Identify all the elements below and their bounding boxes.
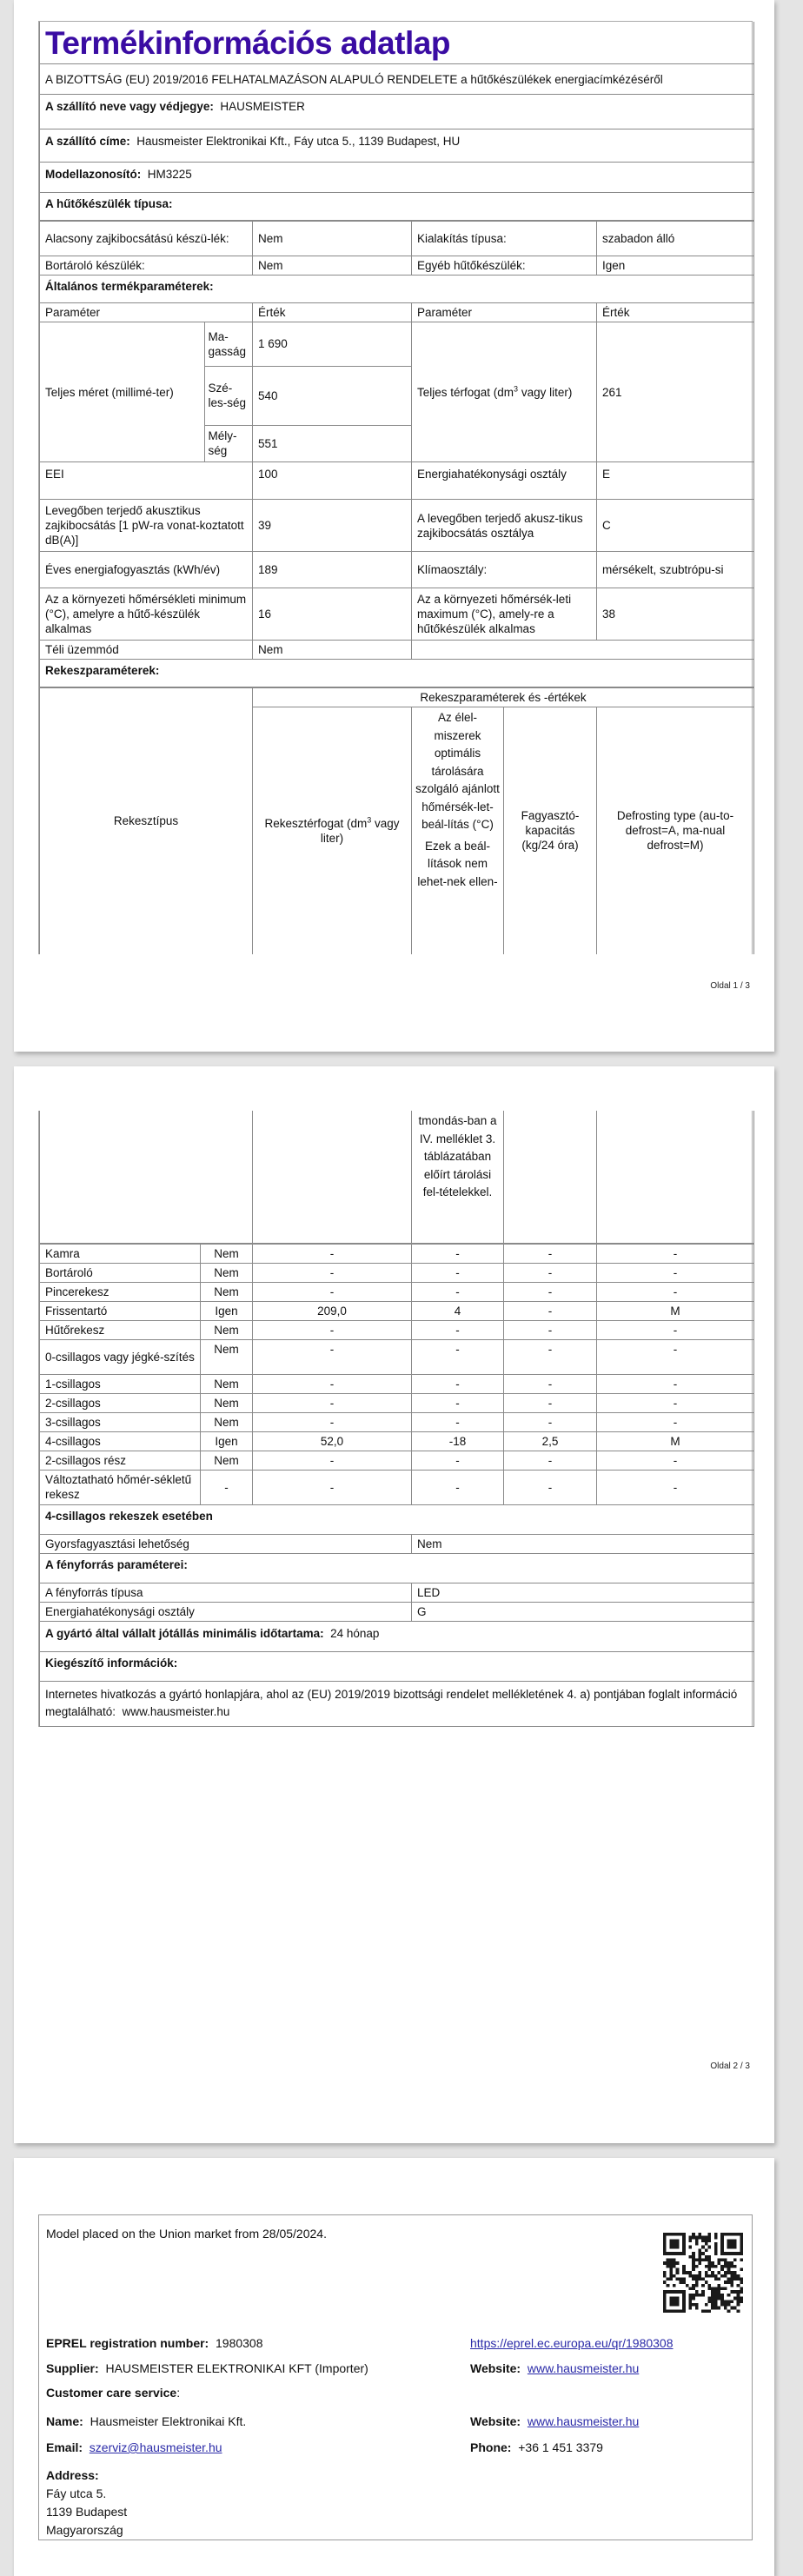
freezing-capacity-header: Fagyasztó-kapacitás (kg/24 óra)	[504, 707, 597, 954]
wine-value: Nem	[253, 256, 412, 276]
page-number-1: Oldal 1 / 3	[710, 981, 750, 991]
email-link[interactable]: szerviz@hausmeister.hu	[89, 2440, 222, 2454]
design-type-value: szabadon álló	[597, 222, 754, 256]
compartment-row	[40, 1320, 754, 1339]
compartment-type: 2-csillagos rész	[40, 1451, 201, 1470]
supplier-name-value: HAUSMEISTER	[220, 100, 305, 113]
other-value: Igen	[597, 256, 754, 276]
compartment-volume-cont	[253, 1111, 412, 1243]
low-noise-value: Nem	[253, 222, 412, 256]
compartment-row	[40, 1451, 754, 1470]
eprel-url-row	[470, 2335, 674, 2351]
recommended-temp-header	[412, 707, 504, 954]
light-heading: A fényforrás paraméterei:	[40, 1553, 754, 1583]
compartment-type: 3-csillagos	[40, 1412, 201, 1431]
compartment-group-header: Rekeszparaméterek és -értékek	[253, 688, 754, 707]
compartment-volume: -	[253, 1282, 412, 1301]
compartment-volume-b: vagy liter)	[320, 816, 400, 845]
website-link[interactable]: www.hausmeister.hu	[527, 2361, 640, 2375]
col-param-1: Paraméter	[40, 303, 253, 322]
compartment-type: 2-csillagos	[40, 1393, 201, 1412]
defrost-type-header: Defrosting type (au-to-defrost=A, ma-nual defrost=M)	[597, 707, 754, 954]
width-value: 540	[253, 366, 411, 425]
four-star-heading: 4-csillagos rekeszek esetében	[40, 1505, 754, 1535]
compartment-present: Nem	[201, 1451, 253, 1470]
additional-text: Internetes hivatkozás a gyártó honlapjára, ahol az (EU) 2019/2019 bizottsági rendelet mellékletének 4. a) pontjában foglalt információ megtalálható:	[45, 1687, 738, 1718]
compartment-row	[40, 1431, 754, 1451]
recommended-temp-part1: Az élel-miszerek optimális tárolására szolgáló ajánlott hőmérsék-let-beál-lítás (°C)	[415, 711, 500, 831]
website2-link[interactable]: www.hausmeister.hu	[527, 2414, 640, 2428]
page-title: Termékinformációs adatlap	[45, 25, 450, 61]
compartment-temp: -	[412, 1470, 504, 1504]
winter-label: Téli üzemmód	[40, 641, 253, 660]
light-class-label: Energiahatékonysági osztály	[40, 1602, 412, 1621]
additional-heading: Kiegészítő információk:	[40, 1651, 754, 1681]
guarantee-label: A gyártó által vállalt jótállás minimális időtartama:	[45, 1626, 324, 1640]
compartment-defrost: M	[597, 1431, 754, 1451]
compartment-type: 4-csillagos	[40, 1431, 201, 1451]
eprel-row	[46, 2335, 263, 2351]
dimensions-cell	[40, 322, 253, 462]
page-3	[14, 2158, 774, 2576]
guarantee-value: 24 hónap	[330, 1626, 380, 1640]
dimensions-label: Teljes méret (millimé-ter)	[40, 322, 204, 461]
winter-empty	[412, 641, 754, 660]
freezing-capacity-cont	[504, 1111, 597, 1243]
additional-url[interactable]: www.hausmeister.hu	[122, 1704, 230, 1718]
compartment-present: Igen	[201, 1431, 253, 1451]
compartment-row	[40, 1282, 754, 1301]
dimension-values-subtable	[253, 322, 411, 461]
compartment-temp: -	[412, 1393, 504, 1412]
compartment-volume-header	[253, 707, 412, 954]
compartment-defrost: -	[597, 1393, 754, 1412]
model-label: Modellazonosító:	[45, 168, 142, 181]
other-label: Egyéb hűtőkészülék:	[412, 256, 597, 276]
min-temp-label: Az a környezeti hőmérsékleti minimum (°C), amelyre a hűtő-készülék alkalmas	[40, 588, 253, 641]
compartment-freeze: -	[504, 1263, 597, 1282]
general-heading: Általános termékparaméterek:	[40, 276, 754, 303]
height-value: 1 690	[253, 322, 411, 366]
compartment-row	[40, 1244, 754, 1263]
max-temp-label: Az a környezeti hőmérsék-leti maximum (°C), amely-re a hűtőkészülék alkalmas	[412, 588, 597, 641]
light-type-label: A fényforrás típusa	[40, 1583, 412, 1602]
compartment-volume-sup: 3	[367, 815, 372, 825]
supplier-name-row	[40, 95, 754, 129]
compartment-present: Igen	[201, 1301, 253, 1320]
qr-code-icon	[663, 2233, 743, 2313]
light-class-value: G	[412, 1602, 754, 1621]
defrost-type-cont	[597, 1111, 754, 1243]
compartment-defrost: -	[597, 1320, 754, 1339]
supplier-address-row	[40, 129, 754, 163]
compartment-temp: -	[412, 1320, 504, 1339]
total-volume-label	[412, 322, 597, 462]
header-table	[39, 22, 754, 221]
compartment-volume: 209,0	[253, 1301, 412, 1320]
compartment-volume: -	[253, 1451, 412, 1470]
compartment-freeze: -	[504, 1470, 597, 1504]
width-label: Szé-les-ség	[204, 366, 253, 425]
compartment-freeze: 2,5	[504, 1431, 597, 1451]
compartment-defrost: -	[597, 1339, 754, 1374]
compartment-present: Nem	[201, 1244, 253, 1263]
guarantee-row	[40, 1621, 754, 1651]
compartment-volume: -	[253, 1339, 412, 1374]
compartment-volume: -	[253, 1374, 412, 1393]
eei-value: 100	[253, 462, 412, 500]
additional-text-row	[40, 1681, 754, 1726]
compartment-volume: -	[253, 1393, 412, 1412]
noise-value: 39	[253, 500, 412, 552]
compartment-present: Nem	[201, 1374, 253, 1393]
page-2	[14, 1066, 774, 2143]
compartment-volume: -	[253, 1412, 412, 1431]
customer-care-colon: :	[176, 2386, 181, 2400]
compartment-freeze: -	[504, 1412, 597, 1431]
supplier-address-value: Hausmeister Elektronikai Kft., Fáy utca 5., 1139 Budapest, HU	[136, 135, 461, 148]
compartment-row	[40, 1374, 754, 1393]
compartment-defrost: -	[597, 1244, 754, 1263]
eprel-label: EPREL registration number:	[46, 2336, 209, 2350]
depth-value: 551	[258, 436, 278, 450]
supplier-name-label: A szállító neve vagy védjegye:	[45, 100, 214, 113]
total-volume-value: 261	[597, 322, 754, 462]
compartment-row	[40, 1263, 754, 1282]
compartment-present: Nem	[201, 1393, 253, 1412]
compartment-type-header: Rekesztípus	[40, 688, 253, 954]
page-1	[14, 0, 774, 1052]
compartment-type-cont	[40, 1111, 253, 1243]
eprel-url-link[interactable]: https://eprel.ec.europa.eu/qr/1980308	[470, 2336, 674, 2350]
height-label: Ma-gasság	[204, 322, 253, 366]
col-value-1: Érték	[253, 303, 412, 322]
compartment-temp: -	[412, 1412, 504, 1431]
winter-value: Nem	[253, 641, 412, 660]
datasheet-frame	[38, 21, 753, 954]
name-label: Name:	[46, 2414, 83, 2428]
compartment-row	[40, 1470, 754, 1504]
climate-label: Klímaosztály:	[412, 552, 597, 588]
compartment-defrost: -	[597, 1412, 754, 1431]
website-row	[470, 2360, 639, 2376]
compartment-defrost: -	[597, 1374, 754, 1393]
page-number-2: Oldal 2 / 3	[710, 2061, 750, 2071]
max-temp-value: 38	[597, 588, 754, 641]
total-volume-label-b: vagy liter)	[518, 385, 573, 399]
model-row	[40, 163, 754, 193]
compartment-type: Bortároló	[40, 1263, 201, 1282]
energy-class-value: E	[597, 462, 754, 500]
phone-row	[470, 2440, 603, 2455]
compartment-heading: Rekeszparaméterek:	[40, 660, 754, 687]
eprel-value: 1980308	[216, 2336, 263, 2350]
compartment-freeze: -	[504, 1301, 597, 1320]
compartment-volume: 52,0	[253, 1431, 412, 1451]
noise-class-label: A levegőben terjedő akusz-tikus zajkibocsátás osztálya	[412, 500, 597, 552]
total-volume-label-a: Teljes térfogat (dm	[417, 385, 514, 399]
eprel-info-box	[38, 2214, 753, 2540]
total-volume-sup: 3	[514, 384, 519, 393]
compartment-freeze: -	[504, 1339, 597, 1374]
compartment-row	[40, 1393, 754, 1412]
address-line1: Fáy utca 5.	[46, 2486, 107, 2500]
compartment-temp: -	[412, 1263, 504, 1282]
website-label: Website:	[470, 2361, 521, 2375]
supplier-value: HAUSMEISTER ELEKTRONIKAI KFT (Importer)	[105, 2361, 368, 2375]
compartment-table	[39, 1244, 754, 1505]
compartment-row	[40, 1339, 754, 1374]
email-row	[46, 2440, 222, 2455]
compartment-row	[40, 1301, 754, 1320]
address-line3: Magyarország	[46, 2523, 123, 2537]
compartment-type: Változtatható hőmér-sékletű rekesz	[40, 1470, 201, 1504]
compartment-temp: 4	[412, 1301, 504, 1320]
light-type-value: LED	[412, 1583, 754, 1602]
compartment-temp: -	[412, 1244, 504, 1263]
compartment-type: 0-csillagos vagy jégké-szítés	[40, 1339, 201, 1374]
compartment-volume-a: Rekesztérfogat (dm	[264, 816, 368, 830]
compartment-present: Nem	[201, 1412, 253, 1431]
compartment-freeze: -	[504, 1244, 597, 1263]
compartment-defrost: -	[597, 1470, 754, 1504]
compartment-header-continued	[39, 1111, 754, 1244]
market-date: Model placed on the Union market from 28/05/2024.	[46, 2227, 327, 2241]
customer-care-label: Customer care service	[46, 2386, 177, 2400]
compartment-defrost: -	[597, 1451, 754, 1470]
wine-label: Bortároló készülék:	[40, 256, 253, 276]
compartment-volume: -	[253, 1263, 412, 1282]
name-row	[46, 2413, 246, 2429]
dimensions-subtable	[40, 322, 253, 461]
compartment-temp: -	[412, 1374, 504, 1393]
compartment-type: Hűtőrekesz	[40, 1320, 201, 1339]
fast-freeze-value: Nem	[412, 1534, 754, 1553]
compartment-volume: -	[253, 1320, 412, 1339]
compartment-present: -	[201, 1470, 253, 1504]
website2-row	[470, 2413, 639, 2429]
compartment-defrost: -	[597, 1263, 754, 1282]
website2-label: Website:	[470, 2414, 521, 2428]
compartment-continued-frame	[38, 1111, 753, 1727]
compartment-freeze: -	[504, 1282, 597, 1301]
appliance-type-heading: A hűtőkészülék típusa:	[40, 193, 754, 221]
noise-class-value: C	[597, 500, 754, 552]
design-type-label: Kialakítás típusa:	[412, 222, 597, 256]
extra-info-table	[39, 1505, 754, 1727]
recommended-temp-part2: Ezek a beál-lítások nem lehet-nek ellen-	[417, 839, 498, 888]
energy-class-label: Energiahatékonysági osztály	[412, 462, 597, 500]
compartment-volume: -	[253, 1470, 412, 1504]
compartment-present: Nem	[201, 1263, 253, 1282]
compartment-type: 1-csillagos	[40, 1374, 201, 1393]
compartment-type: Kamra	[40, 1244, 201, 1263]
general-params-table	[39, 221, 754, 687]
supplier-address-label: A szállító címe:	[45, 135, 130, 148]
phone-value: +36 1 451 3379	[518, 2440, 603, 2454]
noise-label: Levegőben terjedő akusztikus zajkibocsátás [1 pW-ra vonat-koztatott dB(A)]	[40, 500, 253, 552]
compartment-present: Nem	[201, 1320, 253, 1339]
compartment-temp: -	[412, 1282, 504, 1301]
phone-label: Phone:	[470, 2440, 512, 2454]
compartment-freeze: -	[504, 1320, 597, 1339]
col-param-2: Paraméter	[412, 303, 597, 322]
eei-label: EEI	[40, 462, 253, 500]
compartment-present: Nem	[201, 1339, 253, 1374]
annual-energy-value: 189	[253, 552, 412, 588]
address-line2: 1139 Budapest	[46, 2505, 128, 2519]
compartment-defrost: M	[597, 1301, 754, 1320]
compartment-header-table	[39, 687, 754, 954]
min-temp-value: 16	[253, 588, 412, 641]
regulation-text: A BIZOTTSÁG (EU) 2019/2016 FELHATALMAZÁSON ALAPULÓ RENDELETE a hűtőkészülékek energiacímkézéséről	[40, 64, 754, 95]
compartment-volume: -	[253, 1244, 412, 1263]
compartment-present: Nem	[201, 1282, 253, 1301]
compartment-freeze: -	[504, 1374, 597, 1393]
compartment-freeze: -	[504, 1393, 597, 1412]
annual-energy-label: Éves energiafogyasztás (kWh/év)	[40, 552, 253, 588]
fast-freeze-label: Gyorsfagyasztási lehetőség	[40, 1534, 412, 1553]
compartment-temp: -	[412, 1451, 504, 1470]
compartment-row	[40, 1412, 754, 1431]
supplier-label: Supplier:	[46, 2361, 99, 2375]
customer-care-row	[46, 2385, 180, 2400]
name-value: Hausmeister Elektronikai Kft.	[90, 2414, 247, 2428]
model-value: HM3225	[147, 168, 192, 181]
dimensions-values-cell	[253, 322, 412, 462]
compartment-type: Pincerekesz	[40, 1282, 201, 1301]
compartment-temp: -	[412, 1339, 504, 1374]
supplier-row	[46, 2360, 368, 2376]
compartment-defrost: -	[597, 1282, 754, 1301]
email-label: Email:	[46, 2440, 83, 2454]
col-value-2: Érték	[597, 303, 754, 322]
compartment-temp: -18	[412, 1431, 504, 1451]
recommended-temp-part3: tmondás-ban a IV. melléklet 3. táblázatában előírt tárolási fel-tételekkel.	[412, 1111, 504, 1243]
compartment-freeze: -	[504, 1451, 597, 1470]
compartment-type: Frissentartó	[40, 1301, 201, 1320]
address-label: Address:	[46, 2468, 99, 2482]
climate-value: mérsékelt, szubtrópu-si	[597, 552, 754, 588]
depth-label: Mély-ség	[208, 429, 237, 458]
low-noise-label: Alacsony zajkibocsátású készü-lék:	[40, 222, 253, 256]
